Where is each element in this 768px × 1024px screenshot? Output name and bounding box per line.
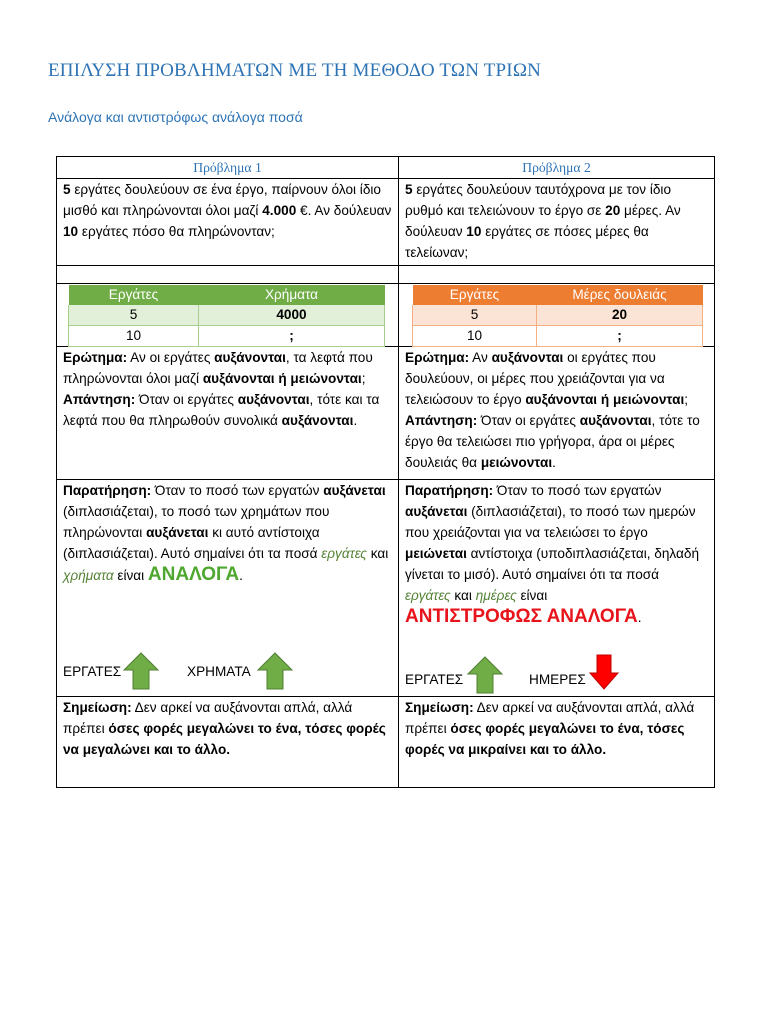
- quantity-name: εργάτες: [321, 546, 367, 561]
- table-cell: 5: [413, 305, 537, 326]
- text: , τότε το έργο θα τελειώσει πιο γρήγορα, άρα οι μέρες δουλειάς θα: [405, 413, 700, 470]
- text: και: [450, 588, 476, 603]
- up-arrow-icon: [123, 652, 159, 690]
- answer-label: Απάντηση:: [63, 392, 136, 407]
- problem1-observation: [57, 480, 399, 697]
- conclusion-inversely-proportional: ΑΝΤΙΣΤΡΟΦΩΣ ΑΝΑΛΟΓΑ: [405, 606, 638, 627]
- observation-label: Παρατήρηση:: [405, 483, 494, 498]
- arrow-label-workers: ΕΡΓΑΤΕΣ: [405, 672, 464, 687]
- column-header: Χρήματα: [199, 285, 385, 305]
- text: εργάτες δουλεύουν ταυτόχρονα με τον ίδιο ρυθμό και τελειώνουν το έργο σε: [405, 182, 672, 218]
- arrow-row: [57, 650, 398, 690]
- number: 20: [605, 203, 621, 218]
- table-cell: 4000: [199, 305, 385, 326]
- problem1-proportion-table: [68, 285, 385, 347]
- table-cell: 20: [537, 305, 703, 326]
- text: οι εργάτες που δουλεύουν, οι μέρες που χρειάζονται για να τελειώσουν το έργο: [405, 350, 665, 407]
- note-label: Σημείωση:: [405, 700, 474, 715]
- table-cell: 10: [69, 326, 199, 347]
- text: Όταν το ποσό των εργατών: [151, 483, 324, 498]
- problem2-table-cell: [399, 284, 715, 347]
- answer-label: Απάντηση:: [405, 413, 478, 428]
- table-cell: ;: [199, 326, 385, 347]
- keyword: μειώνεται: [405, 546, 467, 561]
- observation-label: Παρατήρηση:: [63, 483, 152, 498]
- text: .: [353, 413, 358, 428]
- keyword: όσες φορές μεγαλώνει το ένα, τόσες φορές να μικραίνει και το άλλο.: [405, 721, 685, 757]
- text: αντίστοιχα (υποδιπλασιάζεται, δηλαδή γίνεται το μισό). Αυτό σημαίνει ότι τα ποσά: [405, 546, 700, 582]
- text: (διπλασιάζεται), το ποσό των ημερών που χρειάζονται για να τελειώσει το έργο: [405, 504, 696, 540]
- text: και: [366, 546, 389, 561]
- problem2-proportion-table: [412, 285, 703, 347]
- text: Όταν οι εργάτες: [477, 413, 580, 428]
- intro-row: [57, 179, 715, 266]
- problem2-qa: [399, 347, 715, 480]
- number: 10: [466, 224, 482, 239]
- text: , τα λεφτά που πληρώνονται όλοι μαζί: [63, 350, 373, 386]
- text: Αν οι εργάτες: [127, 350, 215, 365]
- column-header: Εργάτες: [69, 285, 199, 305]
- text: .: [637, 610, 642, 625]
- column-header: Μέρες δουλειάς: [537, 285, 703, 305]
- keyword: αυξάνονται: [214, 350, 286, 365]
- arrow-label-money: ΧΡΗΜΑΤΑ: [187, 664, 251, 679]
- quantity-name: εργάτες: [405, 588, 451, 603]
- problem2-note: [399, 697, 715, 788]
- keyword: αυξάνονται: [281, 413, 354, 428]
- number: 5: [63, 182, 71, 197]
- spacer-cell: [57, 266, 399, 284]
- text: εργάτες σε πόσες μέρες θα τελείωναν;: [405, 224, 649, 260]
- text: μέρες. Αν δούλευαν: [405, 203, 681, 239]
- keyword: αυξάνονται ή μειώνονται: [525, 392, 685, 407]
- problem1-note: [57, 697, 399, 788]
- text: Δεν αρκεί να αυξάνονται απλά, αλλά πρέπει: [405, 700, 695, 736]
- text: .: [552, 455, 556, 470]
- keyword: αυξάνονται: [491, 350, 564, 365]
- number: 5: [405, 182, 413, 197]
- text: €. Αν δούλευαν: [296, 203, 392, 218]
- keyword: αυξάνονται: [237, 392, 310, 407]
- observation-row: [57, 480, 715, 697]
- keyword: αυξάνεται: [146, 525, 209, 540]
- text: εργάτες πόσο θα πληρώνονταν;: [78, 224, 275, 239]
- keyword: αυξάνονται ή μειώνονται: [202, 371, 362, 386]
- note-row: [57, 697, 715, 788]
- text: είναι: [516, 588, 548, 603]
- text: , τότε και τα λεφτά που θα πληρωθούν συνολικά: [63, 392, 380, 428]
- arrow-row: [399, 654, 714, 694]
- quantity-name: ημέρες: [475, 588, 517, 603]
- table-cell: 5: [69, 305, 199, 326]
- problem2-intro: [399, 179, 715, 266]
- text: ;: [361, 371, 366, 386]
- text: .: [239, 568, 243, 583]
- keyword: αυξάνονται: [579, 413, 652, 428]
- quantity-name: χρήματα: [63, 568, 114, 583]
- problem1-qa: [57, 347, 399, 480]
- number: 4.000: [262, 203, 297, 218]
- arrow-label-days: ΗΜΕΡΕΣ: [529, 672, 586, 687]
- spacer-cell: [399, 266, 715, 284]
- down-arrow-icon: [589, 654, 619, 690]
- table-cell: ;: [537, 326, 703, 347]
- text: ;: [684, 392, 688, 407]
- problem2-header: Πρόβλημα 2: [399, 157, 715, 179]
- problem1-intro: [57, 179, 399, 266]
- page-title: ΕΠΙΛΥΣΗ ΠΡΟΒΛΗΜΑΤΩΝ ΜΕ ΤΗ ΜΕΘΟΔΟ ΤΩΝ ΤΡΙΩΝ: [48, 60, 542, 81]
- column-header: Εργάτες: [413, 285, 537, 305]
- question-label: Ερώτημα:: [405, 350, 470, 365]
- table-cell: 10: [413, 326, 537, 347]
- problem2-observation: [399, 480, 715, 697]
- keyword: αυξάνεται: [405, 504, 468, 519]
- arrow-label-workers: ΕΡΓΑΤΕΣ: [63, 664, 122, 679]
- text: Αν: [469, 350, 492, 365]
- number: 10: [63, 224, 79, 239]
- note-label: Σημείωση:: [63, 700, 132, 715]
- keyword: αυξάνεται: [323, 483, 386, 498]
- conclusion-proportional: ΑΝΑΛΟΓΑ: [147, 564, 240, 585]
- spacer-row: [57, 266, 715, 284]
- up-arrow-icon: [257, 652, 293, 690]
- question-answer-row: [57, 347, 715, 480]
- text: είναι: [113, 568, 148, 583]
- text: (διπλασιάζεται), το ποσό των χρημάτων που πληρώνονται: [63, 504, 330, 540]
- text: εργάτες δουλεύουν σε ένα έργο, παίρνουν όλοι ίδιο μισθό και πληρώνονται όλοι μαζί: [63, 182, 381, 218]
- keyword: μειώνονται: [480, 455, 553, 470]
- text: Όταν οι εργάτες: [135, 392, 238, 407]
- keyword: όσες φορές μεγαλώνει το ένα, τόσες φορές να μεγαλώνει και το άλλο.: [63, 721, 386, 757]
- text: Όταν το ποσό των εργατών: [493, 483, 662, 498]
- data-table-row: [57, 284, 715, 347]
- up-arrow-icon: [467, 656, 503, 694]
- problem1-table-cell: [57, 284, 399, 347]
- problem1-header: Πρόβλημα 1: [57, 157, 399, 179]
- header-row: [57, 157, 715, 179]
- text: Δεν αρκεί να αυξάνονται απλά, αλλά πρέπει: [63, 700, 353, 736]
- problems-table: [56, 156, 715, 788]
- question-label: Ερώτημα:: [63, 350, 128, 365]
- page-subtitle: Ανάλογα και αντιστρόφως ανάλογα ποσά: [48, 109, 303, 125]
- text: κι αυτό αντίστοιχα (διπλασιάζεται). Αυτό σημαίνει ότι τα ποσά: [63, 525, 322, 561]
